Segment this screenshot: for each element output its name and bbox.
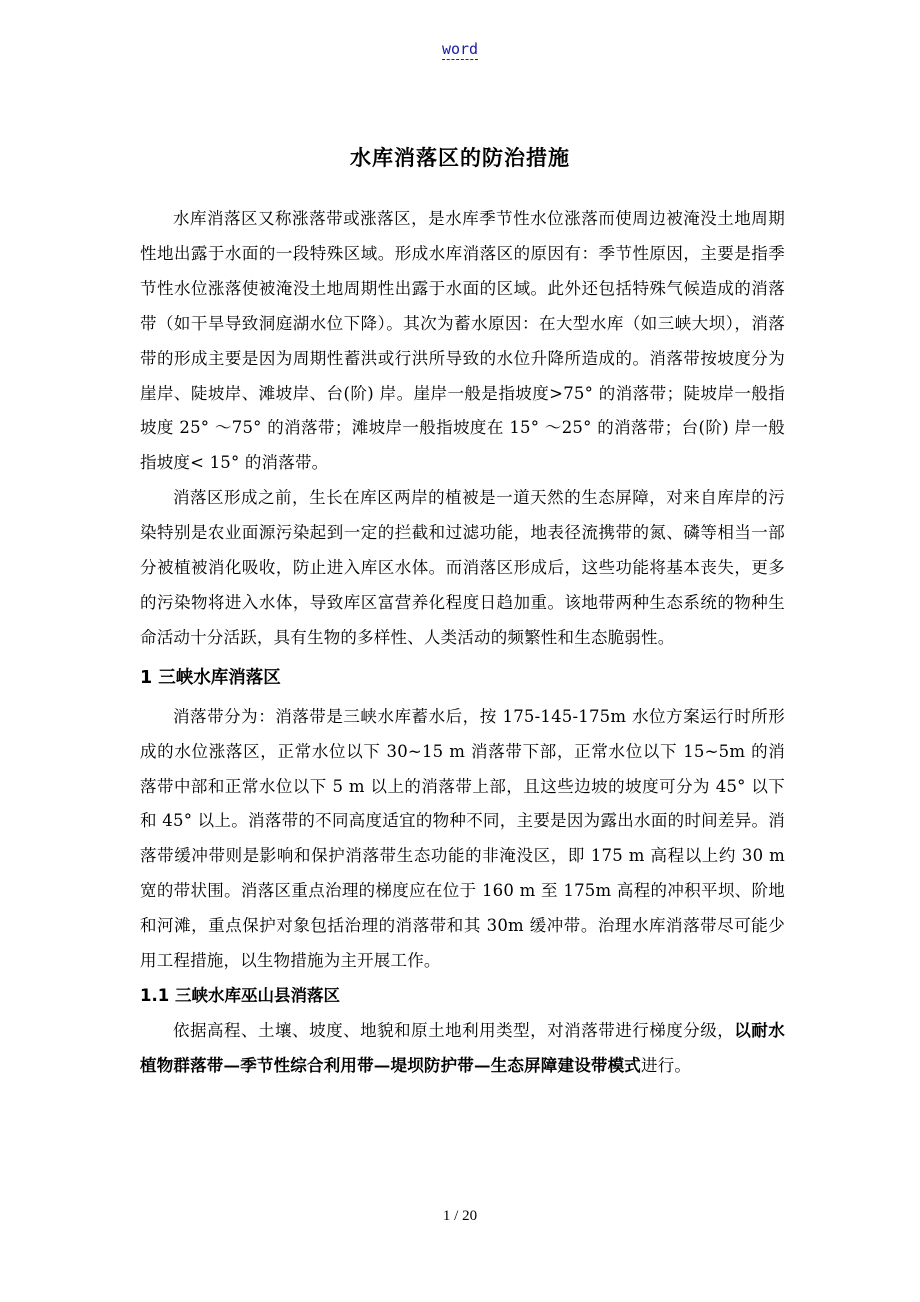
paragraph-wushan-start: 依据高程、土壤、坡度、地貌和原土地利用类型，对消落带进行梯度分级， — [173, 1020, 735, 1040]
page-number: 1 / 20 — [442, 1208, 478, 1224]
word-link-text[interactable]: word — [441, 40, 479, 58]
paragraph-wushan-end: 进行。 — [641, 1055, 692, 1075]
paragraph-wushan-bold: 以耐水植物群落带—季节性综合利用带—堤坝防护带—生态屏障建设带模式 — [140, 1020, 785, 1075]
header-word-link[interactable] — [0, 40, 920, 58]
section-heading-1-1: 1.1 三峡水库巫山县消落区 — [140, 985, 340, 1005]
paragraph-ecology: 消落区形成之前，生长在库区两岸的植被是一道天然的生态屏障，对来自库岸的污染特别是农业面源污染起到一定的拦截和过滤功能，地表径流携带的氮、磷等相当一部分被植被消化吸收，防止进入库区水体。而消落区形成后，这些功能将基本丧失，更多的污染物将进入水体，导致库区富营养化程度日趋加重。该地带两种生态系统的物种生命活动十分活跃，具有生物的多样性、人类活动的频繁性和生态脆弱性。 — [140, 488, 785, 647]
paragraph-wushan — [140, 1014, 785, 1084]
paragraph-definition: 水库消落区又称涨落带或涨落区，是水库季节性水位涨落而使周边被淹没土地周期性地出露于水面的一段特殊区域。形成水库消落区的原因有：季节性原因，主要是指季节性水位涨落使被淹没土地周期性出露于水面的区域。此外还包括特殊气候造成的消落带（如干旱导致洞庭湖水位下降）。其次为蓄水原因：在大型水库（如三峡大坝），消落带的形成主要是因为周期性蓄洪或行洪所导致的水位升降所造成的。消落带按坡度分为崖岸、陡坡岸、滩坡岸、台(阶) 岸。崖岸一般是指坡度>75° 的消落带；陡坡岸一般指坡度 25° ～75° 的消落带；滩坡岸一般指坡度在 15° ～25° 的消落带；台(阶) 岸一般指坡度< 15° 的消落带。 — [140, 209, 785, 473]
section-heading-1: 1 三峡水库消落区 — [140, 667, 281, 688]
document-body — [140, 202, 785, 1084]
paragraph-three-gorges: 消落带分为：消落带是三峡水库蓄水后，按 175-145-175m 水位方案运行时所形成的水位涨落区，正常水位以下 30~15 m 消落带下部，正常水位以下 15~5m 的消落带中部和正常水位以下 5 m 以上的消落带上部，且这些边坡的坡度可分为 45° 以下和 45° 以上。消落带的不同高度适宜的物种不同，主要是因为露出水面的时间差异。消落带缓冲带则是影响和保护消落带生态功能的非淹没区，即 175 m 高程以上约 30 m 宽的带状围。消落区重点治理的梯度应在位于 160 m 至 175m 高程的冲积平坝、阶地和河滩，重点保护对象包括治理的消落带和其 30m 缓冲带。治理水库消落带尽可能少用工程措施，以生物措施为主开展工作。 — [140, 706, 785, 971]
document-title: 水库消落区的防治措施 — [350, 146, 570, 170]
